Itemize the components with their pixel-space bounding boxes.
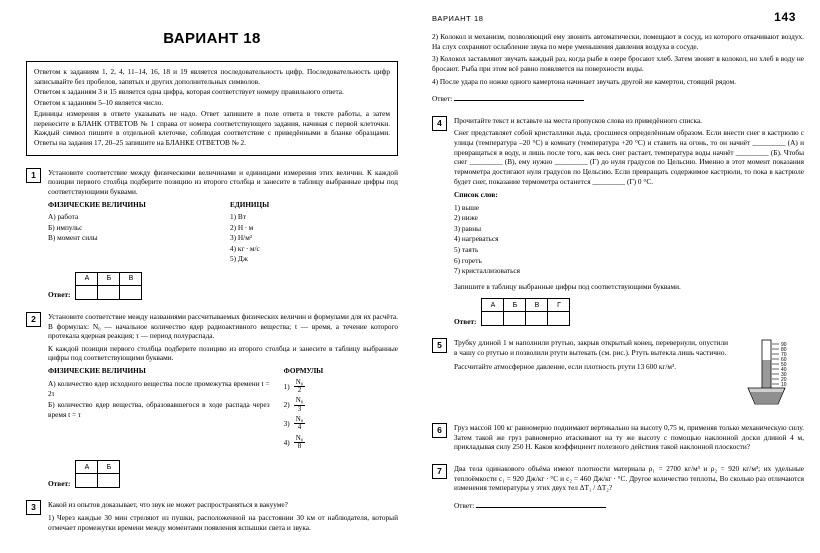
answer-grid-header: В [526,299,548,312]
task-1-left-header: ФИЗИЧЕСКИЕ ВЕЛИЧИНЫ [48,200,146,209]
svg-text:60: 60 [781,357,787,364]
answer-cell[interactable] [120,285,142,299]
list-item: 3) равны [454,223,482,233]
task-3-answer [432,93,804,104]
list-item: 1) выше [454,202,480,212]
task-text: Два тела одинакового объёма имеют плотности материала ρ₁ = 2700 кг/м³ и ρ₂ = 920 кг/м³; их удельные теплоёмкости c₁ = 920 Дж/кг ∙ °С и c₂ = 460 Дж/кг ∙ °С. Другое количество теплоты, Во сколько раз отличаются изменения температуры у этих двух тел ΔT₁ / ΔT₂? [454,463,804,493]
task-text: Установите соответствие между названиями рассчитываемых физических величин и формулами для их расчёта. В формулах: N₀ — начальное количество ядер радиоактивного вещества; t — время, а течение которого протекала ядерная реакция; τ — период полураспада. [48,311,398,341]
task-option: 1) Через каждые 30 мин стреляют из пушки, расположенной на расстоянии 30 км от наблюдателя, который отмечает промежутки времени между моментами появления вспышки света и звука. [48,512,398,532]
svg-text:90: 90 [781,342,787,349]
task-2-left-list [48,379,270,421]
list-item: Б) количество ядер вещества, образовавшегося в ходе распада через время t = τ [48,399,270,420]
task-text: Прочитайте текст и вставьте на места пропусков слова из приведённого списка. [454,115,703,125]
answer-cell[interactable] [548,312,570,326]
task-text-secondary: Рассчитайте атмосферное давление, если плотность ртути 13 600 кг/м³. [454,361,677,371]
task-option: 4) После удара по ножке одного камертона начинает звучать другой же камертон, стоящий рядом. [432,76,737,86]
answer-cell[interactable] [98,285,120,299]
task-text: Какой из опытов доказывает, что звук не может распространяться в вакууме? [48,500,288,510]
answer-label: Ответ: [454,316,477,326]
list-item: 5) Дж [230,254,248,264]
answer-cell[interactable] [98,474,120,488]
formula-denominator: 3 [297,404,302,413]
svg-text:80: 80 [781,347,787,354]
task-6 [432,423,804,452]
task-text-secondary: К каждой позиции первого столбца подберите позицию из второго столбца и занесите в таблицу выбранные цифры под соответствующими буквами. [48,343,398,363]
formula-number: 2) [283,400,290,410]
page-title: ВАРИАНТ 18 [163,30,261,47]
formula-item [284,416,398,432]
formula-denominator: 8 [297,441,302,450]
task-number: 5 [432,338,447,353]
formula-item [284,379,398,395]
answer-grid-header: А [482,299,504,312]
formula-item [284,397,398,413]
task-instruction: Запишите в таблицу выбранные цифры под соответствующими буквами. [454,281,681,291]
answer-cell[interactable] [526,312,548,326]
list-item: 2) ниже [454,213,478,223]
answer-label: Ответ: [454,500,475,510]
mercury-tube-figure [734,338,804,411]
task-5 [432,338,804,411]
task-number: 2 [26,312,41,327]
task-2 [26,312,398,488]
formula-number: 1) [283,381,290,391]
answer-grid-header: Г [548,299,570,312]
list-item: 7) кристаллизоваться [454,266,521,276]
formula-numerator: N₀ [295,396,304,405]
formula-fraction [294,397,306,413]
task-3-continuation [432,32,804,104]
svg-text:50: 50 [781,362,787,369]
answer-grid-header: А [76,272,98,285]
task-number: 1 [26,168,41,183]
task-option: 2) Колокол и механизм, позволяющий ему звонить автоматически, помещают в сосуд, из которого откачивают воздух. На слух сохраняют ослабление звука по мере уменьшения давления воздуха в сосуде. [432,32,804,51]
task-body: Снег представляет собой кристаллики льда, сросшиеся определённым образом. Если внести снег в кастрюлю с улицы (температура –20 °С) в комнату (температура +20 °С) и ставить на огонь, то он начнёт _________ (А) и превращаться в воду, и лишь после того, как весь снег растает, температура воды начнёт _________ (Б). Чтобы снег _________ (В), ему нужно _________ (Г) до нуля градусов по Цельсию. Именно в этот момент показания термометра достигают нуля градусов по Цельсию. Если превращать содержимое кастрюли, то пока в кастрюле будет снег, показание термометра останется _________ (Г) 0 °С. [454,128,804,186]
word-list-label: Список слов: [454,190,498,200]
answer-grid-header: Б [504,299,526,312]
formula-numerator: N₀ [295,433,304,442]
task-1-answer [48,272,398,300]
formula-numerator: N₀ [295,414,304,423]
task-4-answer [454,298,804,326]
answer-grid[interactable] [481,298,570,326]
formula-number: 3) [283,418,290,428]
answer-grid[interactable] [75,272,142,300]
answer-label: Ответ: [432,94,453,104]
task-2-right-header: ФОРМУЛЫ [283,367,324,376]
task-7-answer [454,500,804,511]
left-column [26,0,398,535]
answer-grid-header: А [76,461,98,474]
answer-grid-header: Б [98,272,120,285]
formula-denominator: 2 [297,385,302,394]
answer-label: Ответ: [48,478,71,488]
formula-numerator: N₀ [295,377,304,386]
task-2-answer [48,460,398,488]
task-text: Установите соответствие между физическими величинами и единицами измерения этих величин. К каждой позиции первого столбца подберите позицию из второго столбца и занесите в таблицу выбранные цифры под соответствующими буквами. [48,167,398,196]
task-2-left-header: ФИЗИЧЕСКИЕ ВЕЛИЧИНЫ [48,367,146,376]
list-item: 6) гореть [454,255,482,265]
answer-cell[interactable] [76,474,98,488]
answer-grid[interactable] [75,460,120,488]
answer-blank[interactable] [476,500,606,508]
list-item: Б) импульс [48,222,83,232]
answer-grid-header: Б [98,461,120,474]
answer-blank[interactable] [454,93,584,101]
task-1-right-header: ЕДИНИЦЫ [230,200,270,209]
list-item: А) количество ядер исходного вещества после промежутка времени t = 2τ [48,378,270,399]
task-number: 6 [432,423,447,438]
task-option: 3) Колокол заставляют звучать каждый раз, когда рыбе в озере бросают хлеб. Затем звонят в колокол, но хлеб в воду не бросают. Рыба при этом всё равно появляется на поверхности воды. [432,54,804,73]
instruction-line: Ответом к заданиям 3 и 15 является одна цифра, которая соответствует номеру правильного ответа. [34,87,344,97]
task-3 [26,500,398,532]
instructions-box [26,61,398,156]
list-item: 1) Вт [230,212,246,221]
formula-fraction [294,416,306,432]
mercury-tube-icon [734,338,804,408]
instruction-line: Единицы измерения в ответе указывать не надо. Ответ запишите в поле ответа в тексте работы, а затем перенесите в БЛАНК ОТВЕТОВ № 1 справа от номера соответствующего задания, начиная с первой клеточки. Каждый символ пишите в отдельной клеточке, соблюдая соответствие с приведёнными в бланке образцами. Ответы на задания 17, 20–25 запишите на БЛАНКЕ ОТВЕТОВ № 2. [34,108,390,147]
task-text: Трубку длиной 1 м наполнили ртутью, закрыв открытый конец, перевернули, опустили в чашу со ртутью и позволили ртути вытекать (см. рис.). Ртуть вытекла лишь частично. [454,338,728,358]
task-number: 7 [432,464,447,479]
svg-text:20: 20 [781,377,787,384]
svg-text:10: 10 [781,382,787,389]
answer-grid-header: В [120,272,142,285]
formula-fraction [294,435,306,451]
answer-cell[interactable] [482,312,504,326]
instruction-line: Ответом к заданиям 1, 2, 4, 11–14, 16, 18 и 19 является последовательность цифр. Последовательность цифр записывайте без пробелов, запятых и других дополнительных символов. [34,67,390,86]
task-1-right-list [230,212,398,265]
task-1 [26,168,398,300]
list-item: 4) кг ∙ м/с [230,243,260,253]
task-text: Груз массой 100 кг равномерно поднимают вертикально на высоту 0,75 м, применяя только механическую силу. Затем такой же груз равномерно втаскивают на ту же высоту с помощью наклонной доски длиной 4 м, прикладывая силу 250 Н. Каков коэффициент полезного действия такой наклонной плоскости? [454,423,804,452]
task-1-left-list [48,212,216,244]
svg-text:30: 30 [781,372,787,379]
formula-fraction [294,379,306,395]
word-list [454,203,804,277]
list-item: В) момент силы [48,233,98,243]
answer-cell[interactable] [504,312,526,326]
formula-number: 4) [283,437,290,447]
task-7 [432,464,804,511]
task-4 [432,116,804,327]
list-item: 3) Н/м² [230,233,253,243]
task-number: 3 [26,500,41,515]
header-variant: ВАРИАНТ 18 [432,14,484,23]
list-item: 5) таять [454,245,479,255]
header-page-number: 143 [774,10,796,24]
answer-cell[interactable] [76,285,98,299]
svg-text:70: 70 [781,352,787,359]
list-item: А) работа [48,212,79,221]
formula-denominator: 4 [297,423,302,432]
svg-text:40: 40 [781,367,787,374]
answer-label: Ответ: [48,290,71,300]
right-column [432,0,804,510]
list-item: 2) Н ∙ м [230,222,254,232]
task-number: 4 [432,116,447,131]
formula-item [284,435,398,451]
instruction-line: Ответом к заданиям 5–10 является число. [34,98,164,108]
list-item: 4) нагреваться [454,234,499,244]
